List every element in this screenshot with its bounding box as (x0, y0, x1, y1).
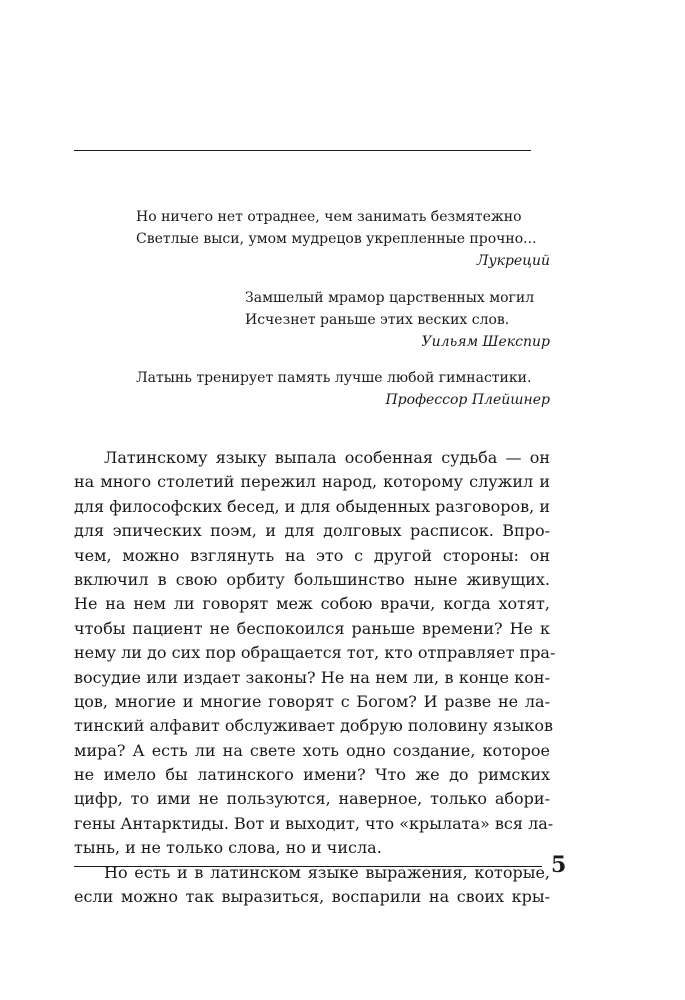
body-line: если можно так выразиться, воспарили на своих кры- (74, 887, 550, 907)
epigraph-pleishner (136, 367, 550, 411)
epigraph-line: Исчезнет раньше этих веских слов. (245, 312, 510, 328)
epigraph-author: Уильям Шекспир (421, 334, 550, 350)
epigraph-line: Но ничего нет отраднее, чем занимать безмятежно (136, 209, 522, 225)
body-line: гены Антарктиды. Вот и выходит, что «крылата» вся ла- (74, 813, 554, 833)
body-line: для эпических поэм, и для долговых расписок. Впро- (74, 521, 550, 541)
body-line: нему ли до сих пор обращается тот, кто отправляет пра- (74, 643, 556, 663)
page-number: 5 (551, 852, 567, 878)
body-line: не имело бы латинского имени? Что же до римских (74, 765, 550, 785)
body-line: Не на нем ли говорят меж собою врачи, когда хотят, (74, 594, 550, 614)
epigraph-line: Светлые выси, умом мудрецов укрепленные прочно... (136, 231, 537, 247)
body-line: восудие или издает законы? Не на нем ли, в конце кон- (74, 667, 550, 687)
body-line: Но есть и в латинском языке выражения, которые, (104, 862, 550, 882)
epigraph-lucretius (136, 206, 550, 272)
body-line: цифр, то ими не пользуются, наверное, только абори- (74, 789, 550, 809)
epigraph-shakespeare (245, 287, 550, 353)
body-line: цов, многие и многие говорят с Богом? И разве не ла- (74, 691, 550, 711)
epigraph-author: Лукреций (476, 253, 550, 269)
body-line: на много столетий пережил народ, которому служил и (74, 472, 550, 492)
body-line: Латинскому языку выпала особенная судьба — он (104, 448, 550, 467)
body-line: чтобы пациент не беспокоился раньше времени? Не к (74, 618, 550, 638)
epigraph-author: Профессор Плейшнер (385, 392, 550, 408)
body-text (74, 446, 556, 909)
body-line: тынь, и не только слова, но и числа. (74, 838, 382, 858)
epigraph-line: Замшелый мрамор царственных могил (245, 290, 535, 306)
body-line: мира? А есть ли на свете хоть одно создание, которое (74, 740, 550, 760)
epigraph-line: Латынь тренирует память лучше любой гимнастики. (136, 370, 532, 386)
body-line: включил в свою орбиту большинство ныне живущих. (74, 569, 550, 589)
bottom-rule (74, 866, 542, 867)
top-rule (74, 150, 531, 151)
body-line: чем, можно взглянуть на это с другой стороны: он (74, 545, 550, 565)
body-line: тинский алфавит обслуживает добрую половину языков (74, 716, 553, 736)
body-line: для философских бесед, и для обыденных разговоров, и (74, 496, 550, 516)
